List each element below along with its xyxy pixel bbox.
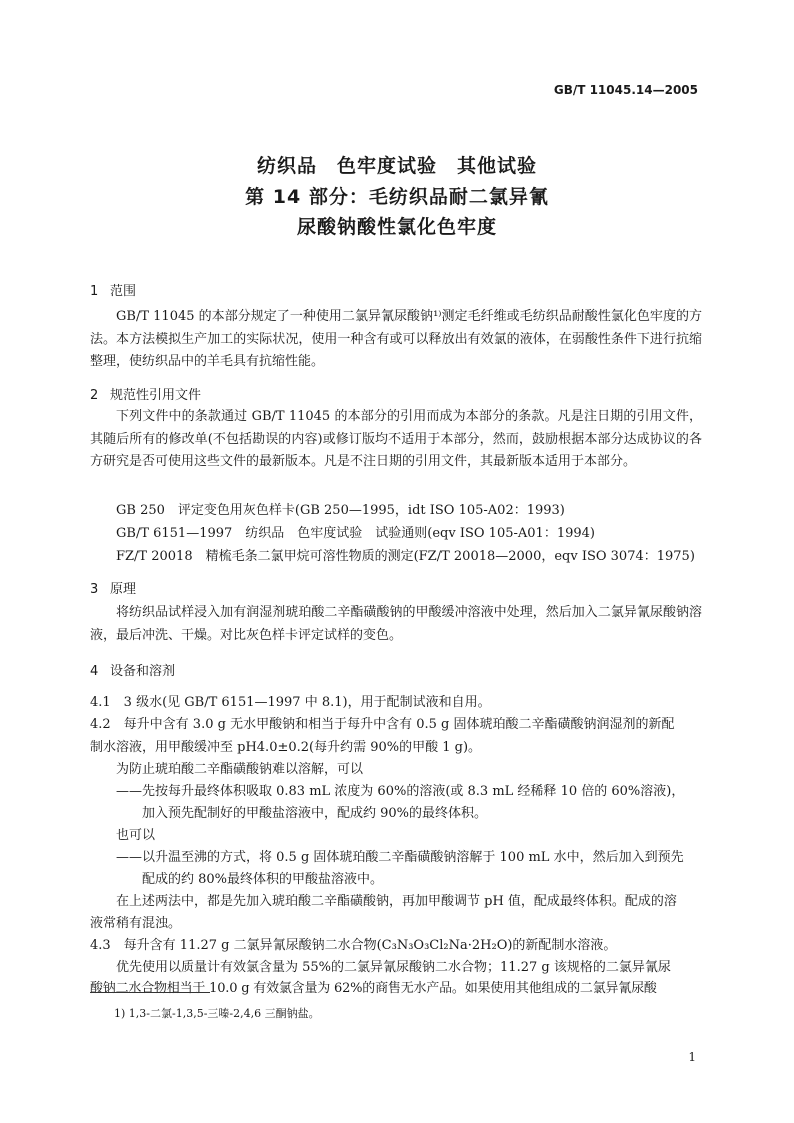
title-line-1: 纺织品 色牢度试验 其他试验 xyxy=(256,155,537,177)
dash-item-2-line-2: 配成的约 80%最终体积的甲酸盐溶液中。 xyxy=(142,872,384,887)
note-text-2-line-2: 液常稍有混浊。 xyxy=(90,916,182,931)
section-1-heading: 1 范围 xyxy=(90,284,137,299)
section-2-heading: 2 规范性引用文件 xyxy=(90,388,202,403)
note-text: 为防止琥珀酸二辛酯磺酸钠难以溶解，可以 xyxy=(116,762,364,777)
standard-number: GB/T 11045.14—2005 xyxy=(553,83,698,97)
note-text-2-line-1: 在上述两法中，都是先加入琥珀酸二辛酯磺酸钠，再加甲酸调节 pH 值，配成最终体积。配成的溶 xyxy=(116,894,677,909)
section-3-body: 将纺织品试样浸入加有润湿剂琥珀酸二辛酯磺酸钠的甲酸缓冲溶液中处理，然后加入二氯异氰尿酸钠溶液，最后冲洗、干燥。对比灰色样卡评定试样的变色。 xyxy=(90,605,702,643)
clause-4-1: 4.1 3 级水(见 GB/T 6151—1997 中 8.1)，用于配制试液和自用。 xyxy=(90,695,491,710)
reference-item: FZ/T 20018 精梳毛条二氯甲烷可溶性物质的测定(FZ/T 20018—2000，eqv ISO 3074：1975) xyxy=(116,549,695,564)
dash-item-1-line-1: ——先按每升最终体积吸取 0.83 mL 浓度为 60%的溶液(或 8.3 mL 经稀释 10 倍的 60%溶液)， xyxy=(116,784,685,799)
preference-line-2: 酸钠二水合物相当于 10.0 g 有效氯含量为 62%的商售无水产品。如果使用其他组成的二氯异氰尿酸 xyxy=(90,981,657,996)
clause-4-2-line-2: 制水溶液，用甲酸缓冲至 pH4.0±0.2(每升约需 90%的甲酸 1 g)。 xyxy=(90,740,482,755)
title-line-3: 尿酸钠酸性氯化色牢度 xyxy=(296,216,497,238)
title-line-2: 第 14 部分：毛纺织品耐二氯异氰 xyxy=(245,186,549,208)
clause-4-2-line-1: 4.2 每升中含有 3.0 g 无水甲酸钠和相当于每升中含有 0.5 g 固体琥珀酸二辛酯磺酸钠润湿剂的新配 xyxy=(90,717,675,732)
footnote: 1) 1,3-二氯-1,3,5-三嗪-2,4,6 三酮钠盐。 xyxy=(114,1007,320,1020)
page-number: 1 xyxy=(688,1050,696,1064)
clause-4-3: 4.3 每升含有 11.27 g 二氯异氰尿酸钠二水合物(C₃N₃O₃Cl₂Na·2H₂O)的新配制水溶液。 xyxy=(90,938,617,953)
preference-line-1: 优先使用以质量计有效氯含量为 55%的二氯异氰尿酸钠二水合物；11.27 g 该规格的二氯异氰尿 xyxy=(116,960,671,975)
section-2-body: 下列文件中的条款通过 GB/T 11045 的本部分的引用而成为本部分的条款。凡是注日期的引用文件，其随后所有的修改单(不包括勘误的内容)或修订版均不适用于本部分，然而，鼓励根据本部分达成协议的各方研究是否可使用这些文件的最新版本。凡是不注日期的引用文件，其最新版本适用于本部分。 xyxy=(90,409,702,469)
also-text: 也可以 xyxy=(116,828,156,843)
footnote-rule xyxy=(90,992,210,993)
dash-item-2-line-1: ——以升温至沸的方式，将 0.5 g 固体琥珀酸二辛酯磺酸钠溶解于 100 mL 水中，然后加入到预先 xyxy=(116,850,684,865)
section-4-heading: 4 设备和溶剂 xyxy=(90,664,176,679)
section-3-heading: 3 原理 xyxy=(90,582,137,597)
reference-item: GB 250 评定变色用灰色样卡(GB 250—1995，idt ISO 105-A02：1993) xyxy=(116,503,565,518)
reference-item: GB/T 6151—1997 纺织品 色牢度试验 试验通则(eqv ISO 105-A01：1994) xyxy=(116,526,595,541)
section-1-body: GB/T 11045 的本部分规定了一种使用二氯异氰尿酸钠¹⁾测定毛纤维或毛纺织品耐酸性氯化色牢度的方法。本方法模拟生产加工的实际状况，使用一种含有或可以释放出有效氯的液体，在弱酸性条件下进行抗缩整理，使纺织品中的羊毛具有抗缩性能。 xyxy=(90,309,702,369)
dash-item-1-line-2: 加入预先配制好的甲酸盐溶液中，配成约 90%的最终体积。 xyxy=(142,806,488,821)
